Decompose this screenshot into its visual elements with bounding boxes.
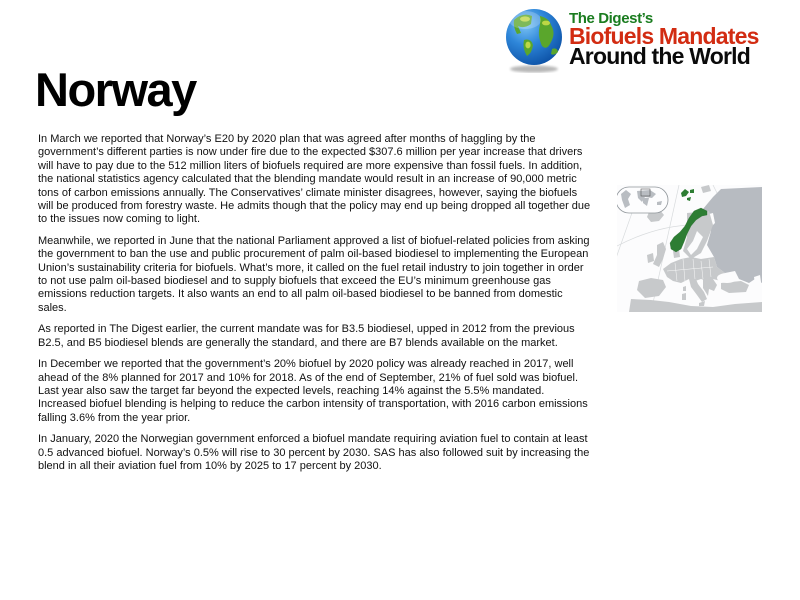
- brand-logo: [504, 7, 759, 73]
- paragraph-december-targets: In December we reported that the government’s 20% biofuel by 2020 policy was already reached in 2017, well ahead of the 8% planned for 2017 and 10% for 2018. As of the end of September, 21% of fuel sold was biofuel. Last year also saw the target far beyond the expected levels, reaching 14% against the 5.5% mandated. Increased biofuel blending is helping to reduce the carbon intensity of transportation, with 2016 carbon emissions falling 3.6% from the year prior.: [38, 358, 588, 424]
- paragraph-june-parliament: Meanwhile, we reported in June that the national Parliament approved a list of biofuel-related policies from asking the government to ban the use and public procurement of palm oil-based biodiesel to implementing the European Union’s sustainability criteria for biofuels. What’s more, it called on the fuel retail industry to join together in order to not use palm oil-based biodiesel and to supply biofuels that exceed the EU’s minimum greenhouse gas emissions reduction targets. It also wants an end to all palm oil-based biodiesel to be banned from domestic sales.: [38, 234, 590, 314]
- world-inset: [617, 187, 668, 213]
- article-body: [38, 133, 591, 481]
- brand-line-around-the-world: Around the World: [569, 43, 750, 69]
- europe-map-image: [617, 185, 762, 312]
- globe-icon: [504, 7, 566, 73]
- brand-wordmark: [569, 7, 759, 69]
- brand-line-digests: The Digest’s: [569, 10, 653, 27]
- paragraph-current-mandate: As reported in The Digest earlier, the current mandate was for B3.5 biodiesel, upped in 2012 from the previous B2.5, and B5 biodiesel blends are generally the standard, and there are B7 blends available on the market.: [38, 323, 575, 349]
- norway-locator-map: [617, 185, 762, 312]
- paragraph-aviation-mandate: In January, 2020 the Norwegian government enforced a biofuel mandate requiring aviation fuel to contain at least 0.5 advanced biofuel. Norway’s 0.5% will rise to 30 percent by 2030. SAS has also followed suit by increasing the blend in all their aviation fuel from 10% by 2025 to 17 percent by 2030.: [38, 433, 590, 472]
- brand-line-biofuels-mandates: Biofuels Mandates: [569, 23, 759, 49]
- page-title: Norway: [35, 63, 196, 116]
- paragraph-march-e20: In March we reported that Norway’s E20 by 2020 plan that was agreed after months of haggling by the government’s different parties is now under fire due to the expected $307.6 million per year increase that drivers will have to pay due to the 512 million liters of biofuels required are more expensive than fossil fuels. In addition, the national statistics agency calculated that the blending mandate would result in an increase of 90,000 metric tons of carbon emissions annually. The Conservatives’ climate minister disagrees, however, saying the biofuels will be produced from forestry waste. He admits though that the policy may end up being dropped all together due to the issues now coming to light.: [38, 133, 591, 226]
